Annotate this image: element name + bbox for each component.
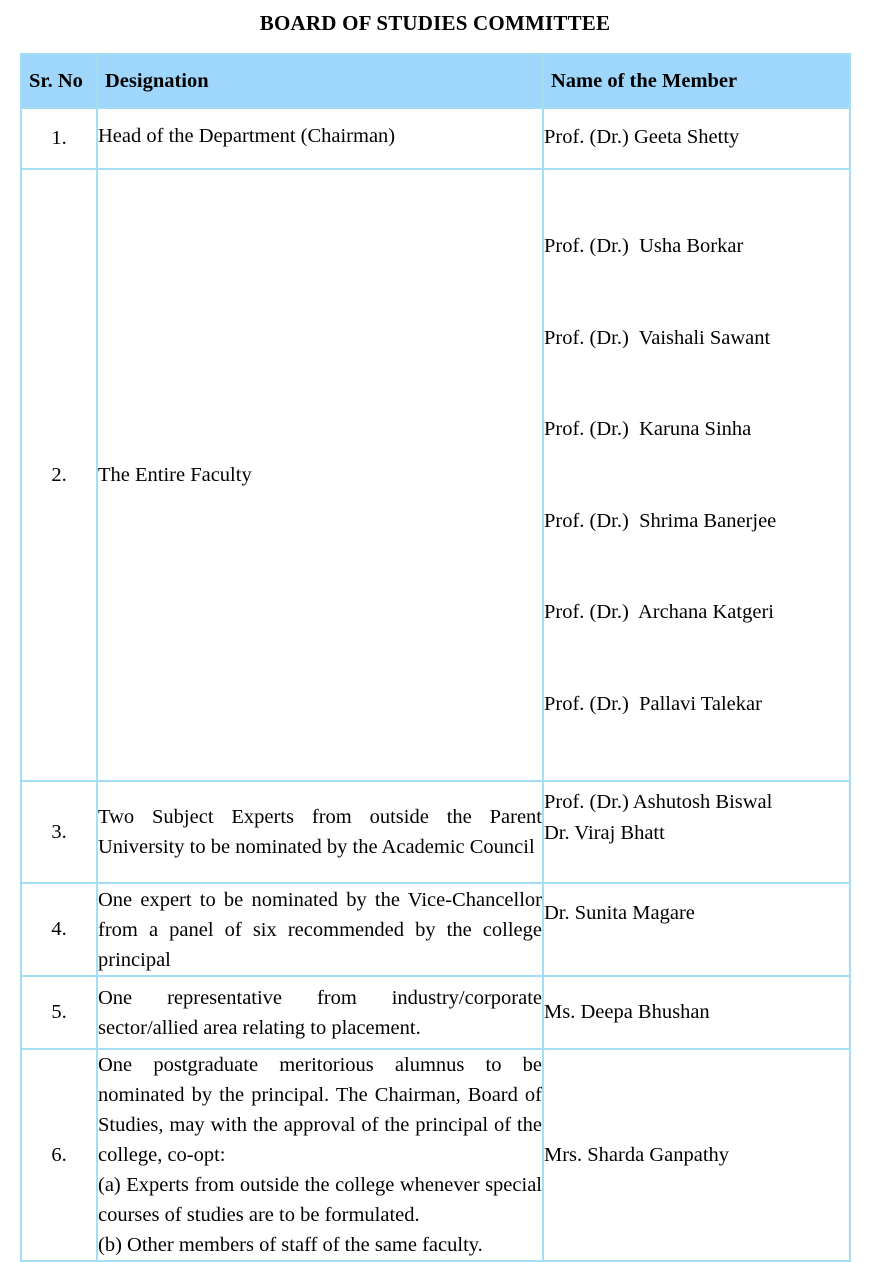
designation-cell <box>97 169 543 781</box>
member-cell <box>543 976 850 1049</box>
member-name: Prof. (Dr.) Archana Katgeri <box>544 601 774 623</box>
member-name: Prof. (Dr.) Ashutosh Biswal <box>544 791 773 813</box>
table-row <box>21 108 850 169</box>
sr-no-cell: 2. <box>21 169 97 781</box>
member-cell <box>543 781 850 883</box>
designation-text: The Entire Faculty <box>98 464 252 486</box>
table-row <box>21 883 850 976</box>
designation-text: One postgraduate meritorious alumnus to be nominated by the principal. The Chairman, Board of Studies, may with the approval of the principal of the college, co-opt: <box>98 1054 542 1166</box>
designation-cell <box>97 1049 543 1261</box>
member-name: Dr. Viraj Bhatt <box>544 821 665 844</box>
table-row <box>21 1049 850 1261</box>
member-name: Prof. (Dr.) Usha Borkar <box>544 235 744 257</box>
sr-no-cell: 6. <box>21 1049 97 1261</box>
designation-cell <box>97 108 543 169</box>
member-cell <box>543 883 850 976</box>
table-header-row <box>21 54 850 108</box>
committee-table <box>20 53 851 1262</box>
designation-cell <box>97 976 543 1049</box>
member-name: Prof. (Dr.) Karuna Sinha <box>544 418 752 440</box>
member-name: Prof. (Dr.) Vaishali Sawant <box>544 326 771 349</box>
member-cell <box>543 108 850 169</box>
designation-text: Head of the Department (Chairman) <box>98 125 396 147</box>
header-sr-no: Sr. No <box>21 54 97 108</box>
sr-no-cell: 5. <box>21 976 97 1049</box>
designation-text: One representative from industry/corporate sector/allied area relating to placement. <box>98 986 542 1039</box>
designation-text: (b) Other members of staff of the same faculty. <box>98 1234 483 1256</box>
member-name: Dr. Sunita Magare <box>544 902 695 924</box>
designation-text: One expert to be nominated by the Vice-Chancellor from a panel of six recommended by the college principal <box>98 888 542 971</box>
sr-no-cell: 3. <box>21 781 97 883</box>
header-designation: Designation <box>97 54 543 108</box>
designation-cell <box>97 781 543 883</box>
designation-text: Two Subject Experts from outside the Parent University to be nominated by the Academic Council <box>98 806 542 858</box>
member-cell <box>543 1049 850 1261</box>
document-title: BOARD OF STUDIES COMMITTEE <box>259 11 611 35</box>
sr-no-cell: 4. <box>21 883 97 976</box>
table-row <box>21 781 850 883</box>
table-row <box>21 976 850 1049</box>
header-member-name: Name of the Member <box>543 54 850 108</box>
designation-text: (a) Experts from outside the college whenever special courses of studies are to be formulated. <box>98 1174 542 1226</box>
designation-cell <box>97 883 543 976</box>
member-name: Prof. (Dr.) Shrima Banerjee <box>544 509 777 532</box>
sr-no-cell: 1. <box>21 108 97 169</box>
member-name: Prof. (Dr.) Geeta Shetty <box>544 126 740 148</box>
table-row <box>21 169 850 781</box>
member-name: Ms. Deepa Bhushan <box>544 1001 710 1024</box>
member-name: Prof. (Dr.) Pallavi Talekar <box>544 692 762 715</box>
member-name: Mrs. Sharda Ganpathy <box>544 1143 730 1166</box>
member-cell <box>543 169 850 781</box>
